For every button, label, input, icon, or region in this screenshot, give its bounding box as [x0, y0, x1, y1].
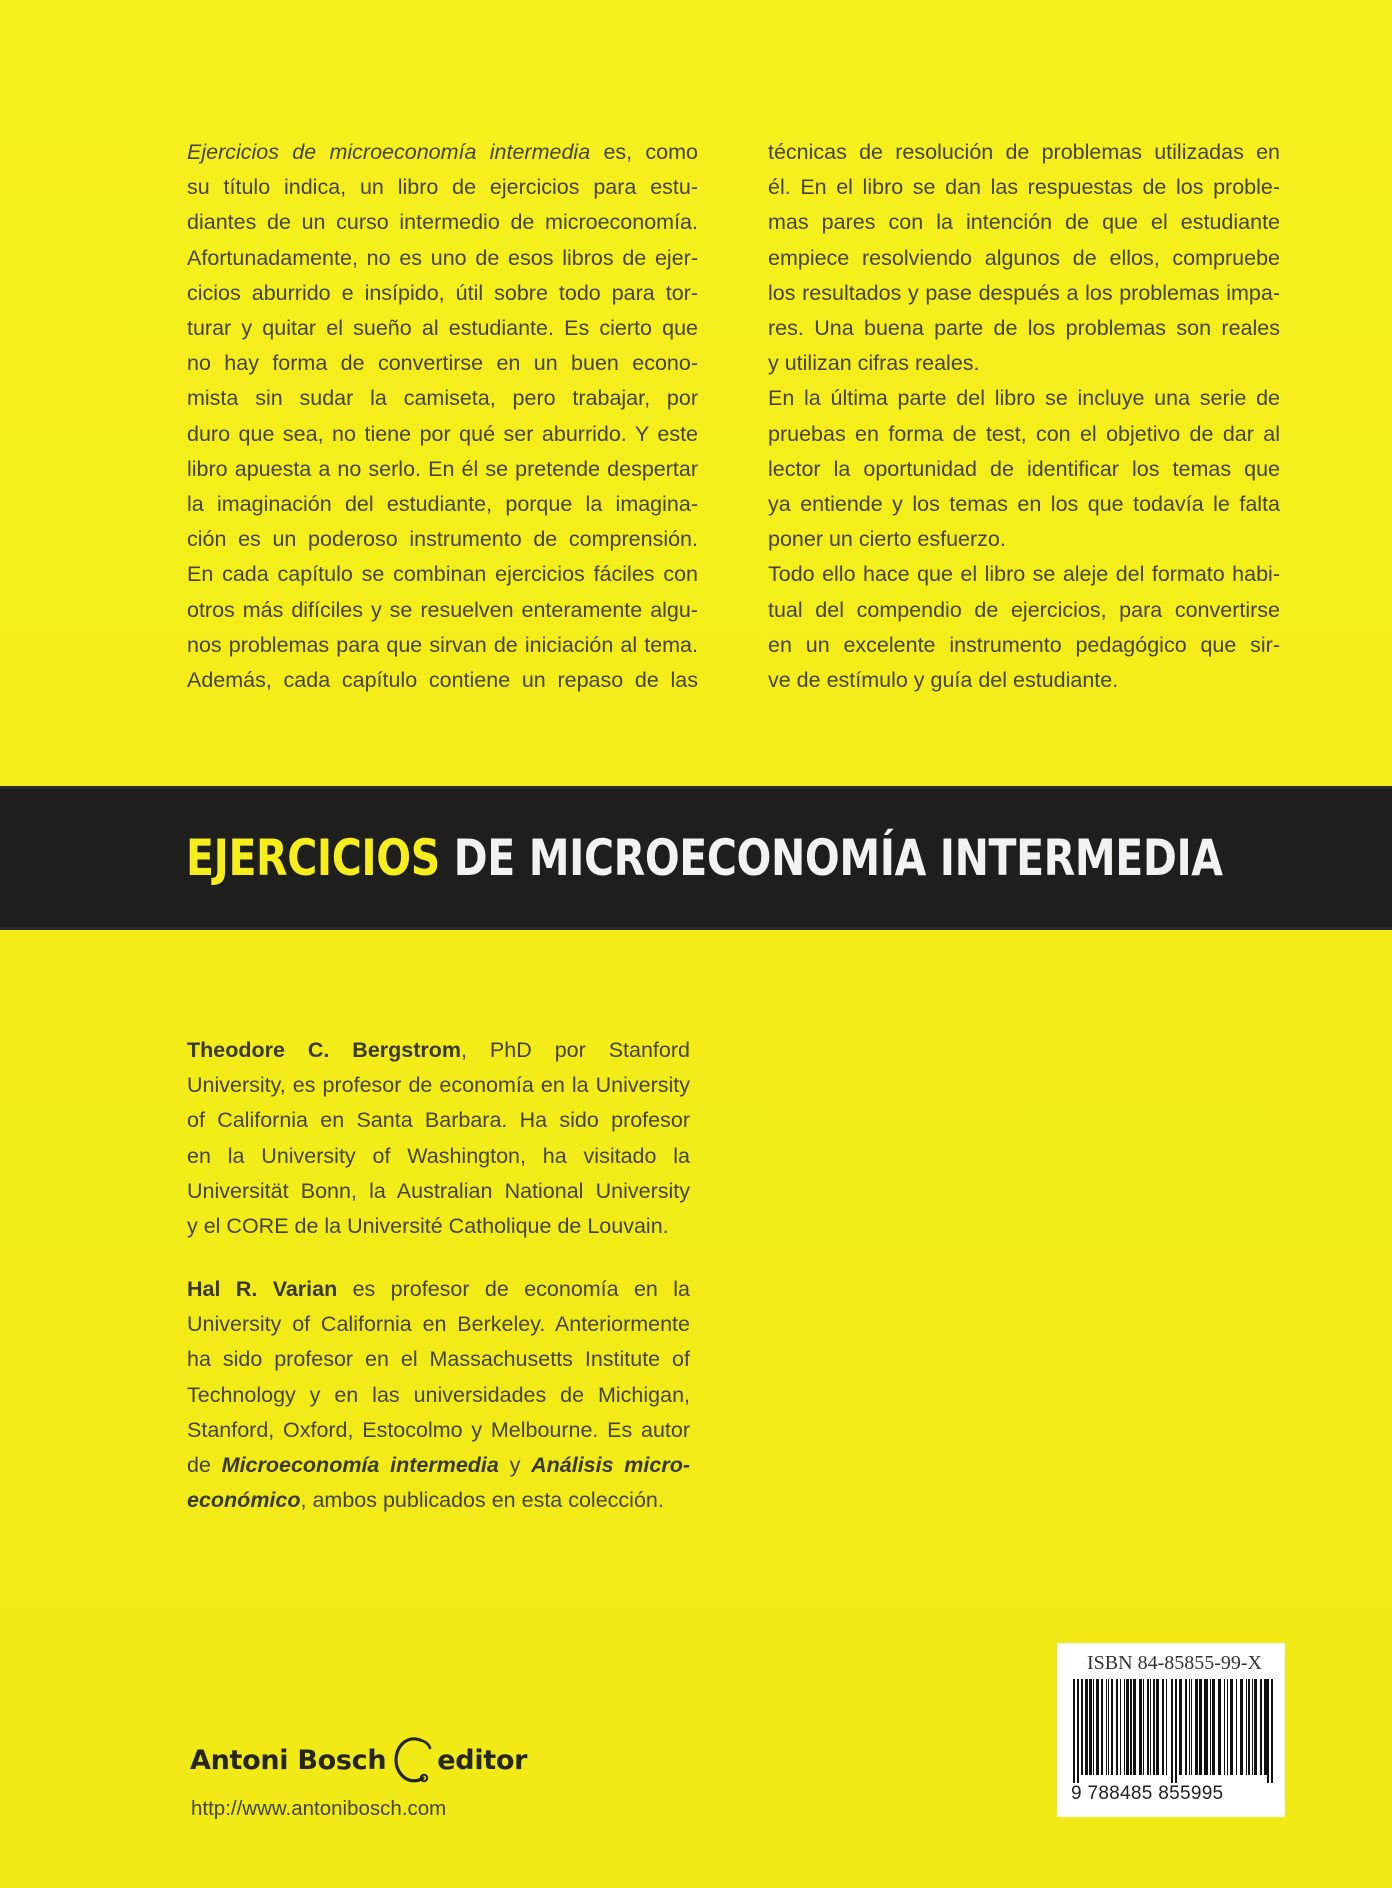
description-line: res. Una buena parte de los problemas son reales: [768, 316, 1280, 341]
title-rest: DE MICROECONOMÍA INTERMEDIA: [439, 829, 1223, 887]
description-line: técnicas de resolución de problemas utilizadas en: [768, 140, 1280, 164]
description-right-column: [768, 135, 1280, 698]
author-name-bergstrom: Theodore C. Bergstrom: [187, 1038, 462, 1062]
description-line: libro apuesta a no serlo. En él se pretende despertar: [187, 456, 698, 481]
bio-line: University of California en Berkeley. Anteriormente: [187, 1312, 690, 1337]
description-line: ya entiende y los temas en los que todavía le falta: [768, 492, 1280, 517]
description-line: y utilizan cifras reales.: [768, 351, 980, 376]
bio-line: y el CORE de la Université Catholique de Louvain.: [187, 1214, 669, 1239]
title-highlight: EJERCICIOS: [186, 829, 440, 887]
description-line: no hay forma de convertirse en un buen econo-: [187, 351, 698, 376]
bio-line: University, es profesor de economía en la University: [187, 1073, 690, 1098]
description-line: pruebas en forma de test, con el objetivo de dar al: [768, 421, 1280, 446]
bio-line: Technology y en las universidades de Michigan,: [187, 1382, 690, 1407]
description-line: mista sin sudar la camiseta, pero trabajar, por: [187, 386, 698, 411]
bio-line: Stanford, Oxford, Estocolmo y Melbourne. Es autor: [187, 1417, 690, 1442]
bio-bergstrom: Theodore C. Bergstrom, PhD por Stanford University, es profesor de economía en la University of California en Santa Barbara. Ha sido profesor en la University of Washington, ha visitado la Universität Bonn, la Australian National University y el CORE de la Université Catholique de Louvain.: [187, 1033, 690, 1244]
description-line: empiece resolviendo algunos de ellos, compruebe: [768, 245, 1280, 270]
bio-line: of California en Santa Barbara. Ha sido profesor: [187, 1108, 690, 1133]
description-left-column: [187, 135, 698, 698]
description-line: la imaginación del estudiante, porque la imagina-: [187, 492, 698, 517]
description-line: él. En el libro se dan las respuestas de los proble-: [768, 175, 1280, 200]
barcode-digits: 9 788485 855995: [1071, 1783, 1224, 1804]
description-line: turar y quitar el sueño al estudiante. Es cierto que: [187, 316, 698, 341]
publisher-logo: [190, 1735, 527, 1785]
book-title-analisis-cont: económico: [187, 1488, 301, 1513]
description-line: poner un cierto esfuerzo.: [768, 527, 1006, 552]
description-line: Ejercicios de microeconomía intermedia es, como: [187, 140, 699, 164]
bio-varian: Hal R. Varian es profesor de economía en la University of California en Berkeley. Anteriormente ha sido profesor en el Massachusetts Institute of Technology y en las universidades de Michigan, Stanford, Oxford, Estocolmo y Melbourne. Es autor de Microeconomía intermedia y Análisis micro- económico, ambos publicados en esta colección.: [187, 1277, 691, 1513]
description-line: Todo ello hace que el libro se aleje del formato habi-: [768, 562, 1280, 587]
description-line: En cada capítulo se combinan ejercicios fáciles con: [187, 562, 698, 587]
bio-line: ha sido profesor en el Massachusetts Institute of: [187, 1347, 690, 1372]
publisher-ring-icon: [390, 1734, 434, 1786]
description-line: ve de estímulo y guía del estudiante.: [768, 668, 1119, 693]
isbn-label: ISBN 84-85855-99-X: [1087, 1652, 1262, 1674]
publisher-editor: editor: [437, 1744, 528, 1776]
bio-line: Universität Bonn, la Australian National University: [187, 1178, 690, 1203]
description-line: nos problemas para que sirvan de iniciación al tema.: [187, 632, 698, 657]
book-title-analisis: Análisis micro-: [531, 1453, 691, 1478]
publisher-url[interactable]: http://www.antonibosch.com: [191, 1797, 447, 1820]
description-line: los resultados y pase después a los problemas impa-: [768, 280, 1280, 305]
description-line: otros más difíciles y se resuelven enteramente algu-: [187, 597, 698, 622]
author-name-varian: Hal R. Varian: [187, 1277, 338, 1301]
description-line: tual del compendio de ejercicios, para convertirse: [768, 597, 1280, 622]
description-line: Además, cada capítulo contiene un repaso de las: [187, 668, 698, 693]
title-band: [0, 788, 1392, 928]
barcode-icon: [1069, 1679, 1277, 1783]
isbn-barcode-box: [1057, 1643, 1285, 1817]
publisher-name: Antoni Bosch: [190, 1744, 387, 1776]
description-line: lector la oportunidad de identificar los temas que: [768, 456, 1280, 481]
description-line: mas pares con la intención de que el estudiante: [768, 210, 1280, 235]
description-line: Afortunadamente, no es uno de esos libros de ejer-: [187, 245, 698, 270]
description-line: diantes de un curso intermedio de microeconomía.: [187, 210, 698, 235]
description-line: duro que sea, no tiene por qué ser aburrido. Y este: [187, 421, 698, 446]
description-line: ción es un poderoso instrumento de comprensión.: [187, 527, 698, 552]
description-line: En la última parte del libro se incluye una serie de: [768, 386, 1280, 411]
description-line: en un excelente instrumento pedagógico que sir-: [768, 632, 1280, 657]
book-title-microeconomia: Microeconomía intermedia: [221, 1453, 499, 1478]
book-title-inline: Ejercicios de microeconomía intermedia: [187, 140, 591, 164]
bio-line: en la University of Washington, ha visitado la: [187, 1143, 690, 1168]
description-line: su título indica, un libro de ejercicios para estu-: [187, 175, 698, 200]
book-title: [186, 828, 1223, 888]
description-line: cicios aburrido e insípido, útil sobre todo para tor-: [187, 280, 698, 305]
